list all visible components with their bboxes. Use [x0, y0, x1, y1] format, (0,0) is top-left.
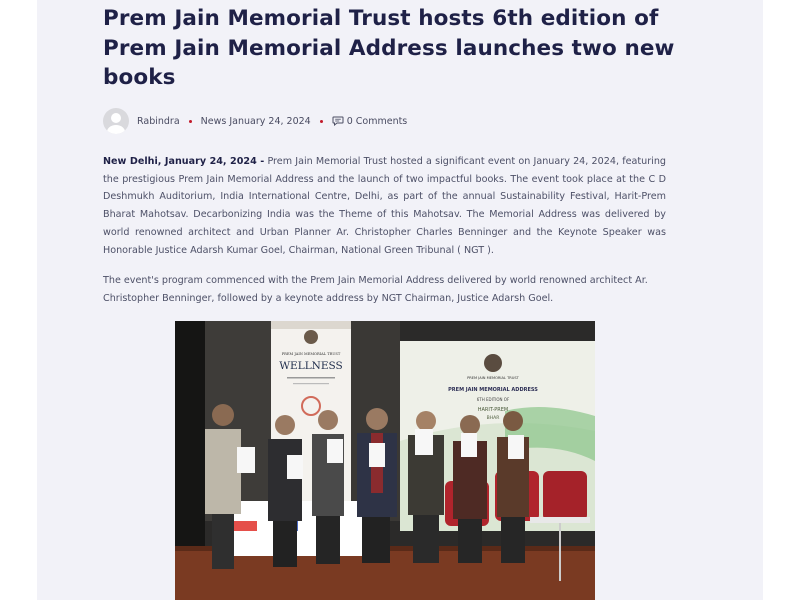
right-banner-fest-2: BHAR	[486, 416, 500, 421]
separator-dot	[320, 120, 323, 123]
event-photo	[175, 321, 595, 600]
left-banner-header: PREM JAIN MEMORIAL TRUST	[281, 352, 341, 356]
right-banner-title: PREM JAIN MEMORIAL ADDRESS	[448, 387, 538, 393]
dateline: New Delhi, January 24, 2024 -	[103, 156, 265, 167]
comments-link[interactable]: 0 Comments	[346, 115, 408, 127]
article-title: Prem Jain Memorial Trust hosts 6th edition of Prem Jain Memorial Address launches two new books	[103, 6, 675, 90]
comment-icon	[332, 116, 344, 126]
article-paragraph-1	[103, 153, 666, 259]
separator-dot	[189, 120, 192, 123]
category-date-link[interactable]: News January 24, 2024	[200, 115, 311, 127]
right-banner-edition: 6TH EDITION OF	[476, 397, 510, 402]
right-banner-header: PREM JAIN MEMORIAL TRUST	[467, 376, 519, 380]
author-avatar	[103, 108, 129, 134]
right-banner-fest: HARIT-PREM	[477, 407, 509, 413]
author-link[interactable]: Rabindra	[137, 115, 180, 127]
article-paragraph-2: The event's program commenced with the Prem Jain Memorial Address delivered by world renowned architect Ar. Christopher Benninger, followed by a keynote address by NGT Chairman, Justice Adarsh Goel.	[103, 275, 648, 304]
left-banner-title: WELLNESS	[279, 360, 343, 372]
post-meta	[103, 108, 407, 134]
paragraph-1-text: Prem Jain Memorial Trust hosted a significant event on January 24, 2024, featuring the prestigious Prem Jain Memorial Address and the launch of two impactful books. The event took place at the C D Deshmukh Auditorium, India International Centre, Delhi, as part of the annual Sustainability Festival, Harit-Prem Bharat Mahotsav. Decarbonizing India was the Theme of this Mahotsav. The Memorial Address was delivered by world renowned architect and Urban Planner Ar. Christopher Charles Benninger and the Keynote Speaker was Honorable Justice Adarsh Kumar Goel, Chairman, National Green Tribunal ( NGT ).	[103, 156, 666, 256]
event-photo-illustration	[175, 321, 595, 600]
